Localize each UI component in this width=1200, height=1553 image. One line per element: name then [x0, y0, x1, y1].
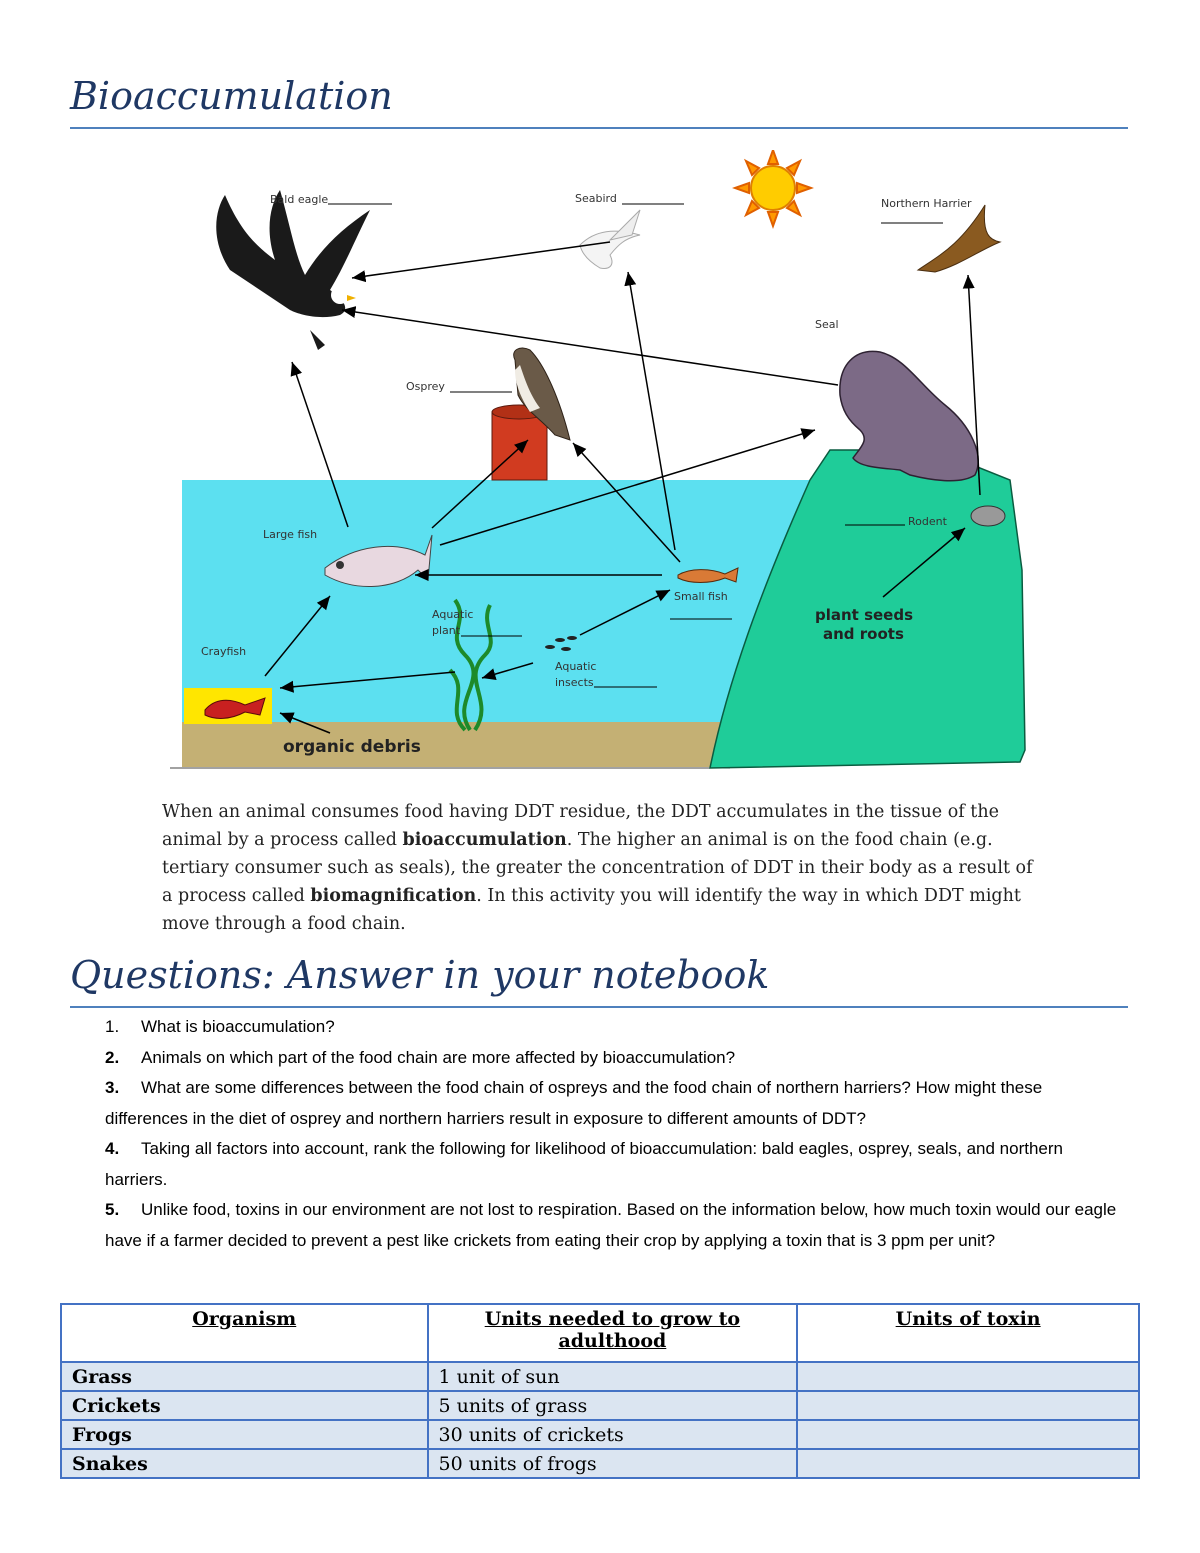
water-region [182, 480, 822, 726]
questions-list [105, 1012, 1125, 1256]
bald-eagle-icon [216, 190, 370, 350]
title-rule [70, 127, 1128, 129]
header-units-of-toxin: Units of toxin [797, 1304, 1139, 1362]
paragraph-text-3: . In this activity you will identify the way in which DDT might move through a food chain. [162, 886, 1021, 934]
cell-units: 5 units of grass [428, 1391, 798, 1420]
label-northern-harrier: Northern Harrier [881, 197, 972, 210]
seal-icon [840, 351, 978, 480]
table-row [61, 1449, 1139, 1478]
question-item [105, 1012, 1125, 1043]
table-row [61, 1391, 1139, 1420]
label-small-fish: Small fish [674, 590, 728, 603]
question-text: Taking all factors into account, rank the following for likelihood of bioaccumulation: bald eagles, osprey, seals, and northern harriers. [105, 1139, 1063, 1189]
food-web-diagram [170, 150, 1030, 775]
northern-harrier-icon [918, 205, 1000, 272]
label-seabird: Seabird [575, 192, 617, 205]
sun-icon [735, 150, 811, 226]
question-text: Animals on which part of the food chain are more affected by bioaccumulation? [141, 1047, 736, 1067]
term-biomagnification: biomagnification [310, 886, 477, 906]
label-plant-seeds-line1: plant seeds [815, 606, 914, 624]
crayfish-icon [184, 688, 272, 724]
question-text: What are some differences between the food chain of ospreys and the food chain of northern harriers? How might these differences in the diet of osprey and northern harriers result in exposure to different amounts of DDT? [105, 1078, 1043, 1128]
rodent-icon [971, 506, 1005, 526]
header-units-needed: Units needed to grow to adulthood [428, 1304, 798, 1362]
table-row [61, 1362, 1139, 1391]
cell-units: 30 units of crickets [428, 1420, 798, 1449]
table-row [61, 1420, 1139, 1449]
cell-organism: Snakes [61, 1449, 428, 1478]
seabird-icon [580, 210, 640, 268]
question-text: Unlike food, toxins in our environment are not lost to respiration. Based on the information below, how much toxin would our eagle have if a farmer decided to prevent a pest like crickets from eating their crop by applying a toxin that is 3 ppm per unit? [105, 1200, 1117, 1250]
question-number: 1. [105, 1017, 120, 1036]
label-rodent: Rodent [908, 515, 947, 528]
question-number: 2. [105, 1047, 120, 1067]
header-organism: Organism [61, 1304, 428, 1362]
label-aquatic-plant-line2: plant [432, 624, 461, 637]
cell-toxin[interactable] [797, 1362, 1139, 1391]
cell-toxin[interactable] [797, 1420, 1139, 1449]
label-large-fish: Large fish [263, 528, 318, 541]
sediment-region [182, 722, 722, 767]
paragraph-text-2: . The higher an animal is on the food chain (e.g. tertiary consumer such as seals), the greater the concentration of DDT in their body as a result of a process called [162, 830, 1033, 906]
question-number: 4. [105, 1139, 120, 1158]
question-number: 3. [105, 1078, 120, 1097]
cell-toxin[interactable] [797, 1449, 1139, 1478]
label-bald-eagle: Bald eagle [270, 193, 329, 206]
osprey-icon [492, 348, 570, 480]
question-item [105, 1043, 1125, 1074]
cell-units: 1 unit of sun [428, 1362, 798, 1391]
label-seal: Seal [815, 318, 839, 331]
label-osprey: Osprey [406, 380, 445, 393]
label-aquatic-insects-line2: insects [555, 676, 594, 689]
cell-toxin[interactable] [797, 1391, 1139, 1420]
label-plant-seeds-line2: and roots [823, 625, 904, 643]
question-number: 5. [105, 1200, 120, 1219]
toxin-table [60, 1303, 1140, 1479]
question-item [105, 1134, 1125, 1195]
cell-units: 50 units of frogs [428, 1449, 798, 1478]
label-aquatic-insects-line1: Aquatic [555, 660, 597, 673]
question-item [105, 1073, 1125, 1134]
label-organic-debris: organic debris [283, 737, 421, 757]
paragraph-text-1: When an animal consumes food having DDT residue, the DDT accumulates in the tissue of the animal by a process called [162, 802, 999, 850]
cell-organism: Grass [61, 1362, 428, 1391]
intro-paragraph [162, 798, 1042, 938]
label-aquatic-plant-line1: Aquatic [432, 608, 474, 621]
cell-organism: Crickets [61, 1391, 428, 1420]
page-title: Bioaccumulation [70, 74, 393, 118]
cell-organism: Frogs [61, 1420, 428, 1449]
label-crayfish: Crayfish [201, 645, 247, 658]
questions-heading: Questions: Answer in your notebook [70, 953, 770, 997]
table-header-row [61, 1304, 1139, 1362]
question-text: What is bioaccumulation? [141, 1017, 335, 1036]
question-item [105, 1195, 1125, 1256]
questions-rule [70, 1006, 1128, 1008]
term-bioaccumulation: bioaccumulation [402, 830, 567, 850]
